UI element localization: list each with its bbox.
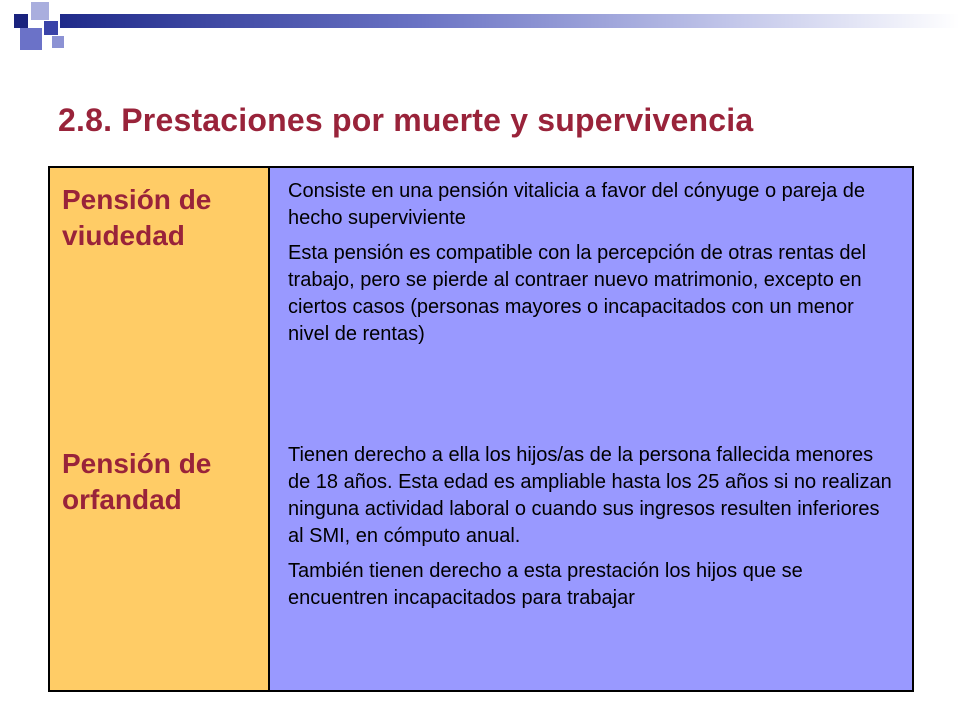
benefits-table (48, 166, 914, 692)
decor-square (44, 21, 58, 35)
decor-gradient-bar (60, 14, 960, 28)
decor-square (20, 28, 42, 50)
paragraph: También tienen derecho a esta prestación los hijos que se encuentren incapacitados para trabajar (288, 560, 803, 609)
slide-title: 2.8. Prestaciones por muerte y supervivencia (58, 102, 754, 138)
paragraph: Tienen derecho a ella los hijos/as de la persona fallecida menores de 18 años. Esta edad es ampliable hasta los 25 años si no realizan ninguna actividad laboral o cuando sus ingresos resulten inferiores al SMI, en cómputo anual. (288, 444, 892, 547)
paragraph: Esta pensión es compatible con la percepción de otras rentas del trabajo, pero se pierde al contraer nuevo matrimonio, excepto en ciertos casos (personas mayores o incapacitados con un menor nivel de rentas) (288, 242, 867, 345)
decor-square (52, 36, 64, 48)
paragraph: Consiste en una pensión vitalicia a favor del cónyuge o pareja de hecho superviviente (288, 180, 866, 229)
decor-square (14, 14, 28, 28)
row-body-viudedad (270, 168, 912, 432)
decor-square (31, 2, 49, 20)
row-body-orfandad (270, 432, 912, 690)
row-heading-viudedad: Pensión de viudedad (50, 168, 270, 432)
row-heading-orfandad: Pensión de orfandad (50, 432, 270, 690)
